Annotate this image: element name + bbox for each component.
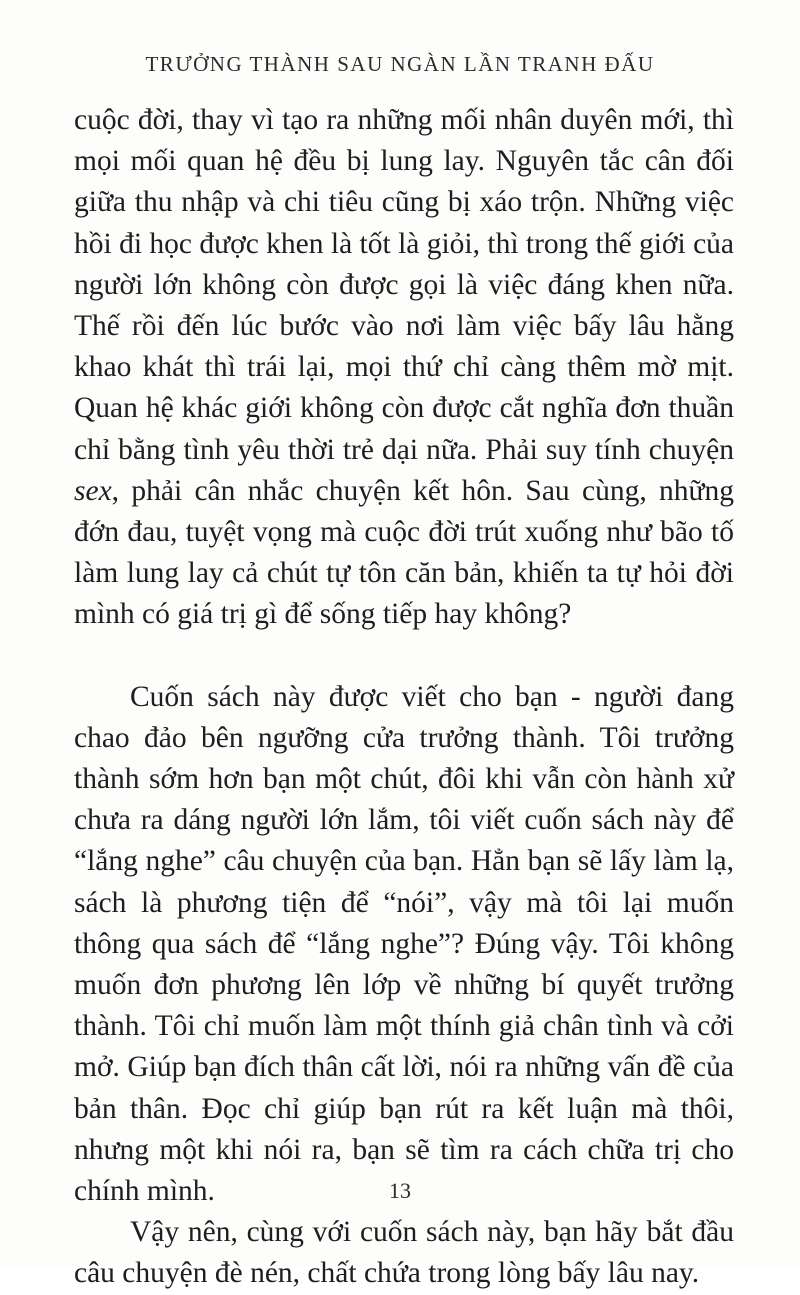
page-number: 13 xyxy=(389,1178,411,1203)
body-text xyxy=(74,100,734,1295)
paragraph-1-text-before: cuộc đời, thay vì tạo ra những mối nhân duyên mới, thì mọi mối quan hệ đều bị lung lay. Nguyên tắc cân đối giữa thu nhập và chi tiêu cũng bị xáo trộn. Những việc hồi đi học được khen là tốt là giỏi, thì trong thế giới của người lớn không còn được gọi là việc đáng khen nữa. Thế rồi đến lúc bước vào nơi làm việc bấy lâu hằng khao khát thì trái lại, mọi thứ chỉ càng thêm mờ mịt. Quan hệ khác giới không còn được cắt nghĩa đơn thuần chỉ bằng tình yêu thời trẻ dại nữa. Phải suy tính chuyện xyxy=(74,104,735,466)
paragraph-1 xyxy=(74,100,734,636)
paragraph-1-italic-word: sex xyxy=(74,474,112,507)
paragraph-3: Vậy nên, cùng với cuốn sách này, bạn hãy bắt đầu câu chuyện đè nén, chất chứa trong lòng bấy lâu nay. xyxy=(74,1216,734,1290)
paragraph-1-text-after: , phải cân nhắc chuyện kết hôn. Sau cùng, những đớn đau, tuyệt vọng mà cuộc đời trút xuống như bão tố làm lung lay cả chút tự tôn căn bản, khiến ta tự hỏi đời mình có giá trị gì để sống tiếp hay không? xyxy=(74,474,734,631)
paragraph-2: Cuốn sách này được viết cho bạn - người đang chao đảo bên ngưỡng cửa trưởng thành. Tôi trưởng thành sớm hơn bạn một chút, đôi khi vẫn còn hành xử chưa ra dáng người lớn lắm, tôi viết cuốn sách này để “lắng nghe” câu chuyện của bạn. Hẳn bạn sẽ lấy làm lạ, sách là phương tiện để “nói”, vậy mà tôi lại muốn thông qua sách để “lắng nghe”? Đúng vậy. Tôi không muốn đơn phương lên lớp về những bí quyết trưởng thành. Tôi chỉ muốn làm một thính giả chân tình và cởi mở. Giúp bạn đích thân cất lời, nói ra những vấn đề của bản thân. Đọc chỉ giúp bạn rút ra kết luận mà thôi, nhưng một khi nói ra, bạn sẽ tìm ra cách chữa trị cho chính mình. xyxy=(74,680,734,1208)
running-header: TRƯỞNG THÀNH SAU NGÀN LẦN TRANH ĐẤU xyxy=(145,52,655,76)
